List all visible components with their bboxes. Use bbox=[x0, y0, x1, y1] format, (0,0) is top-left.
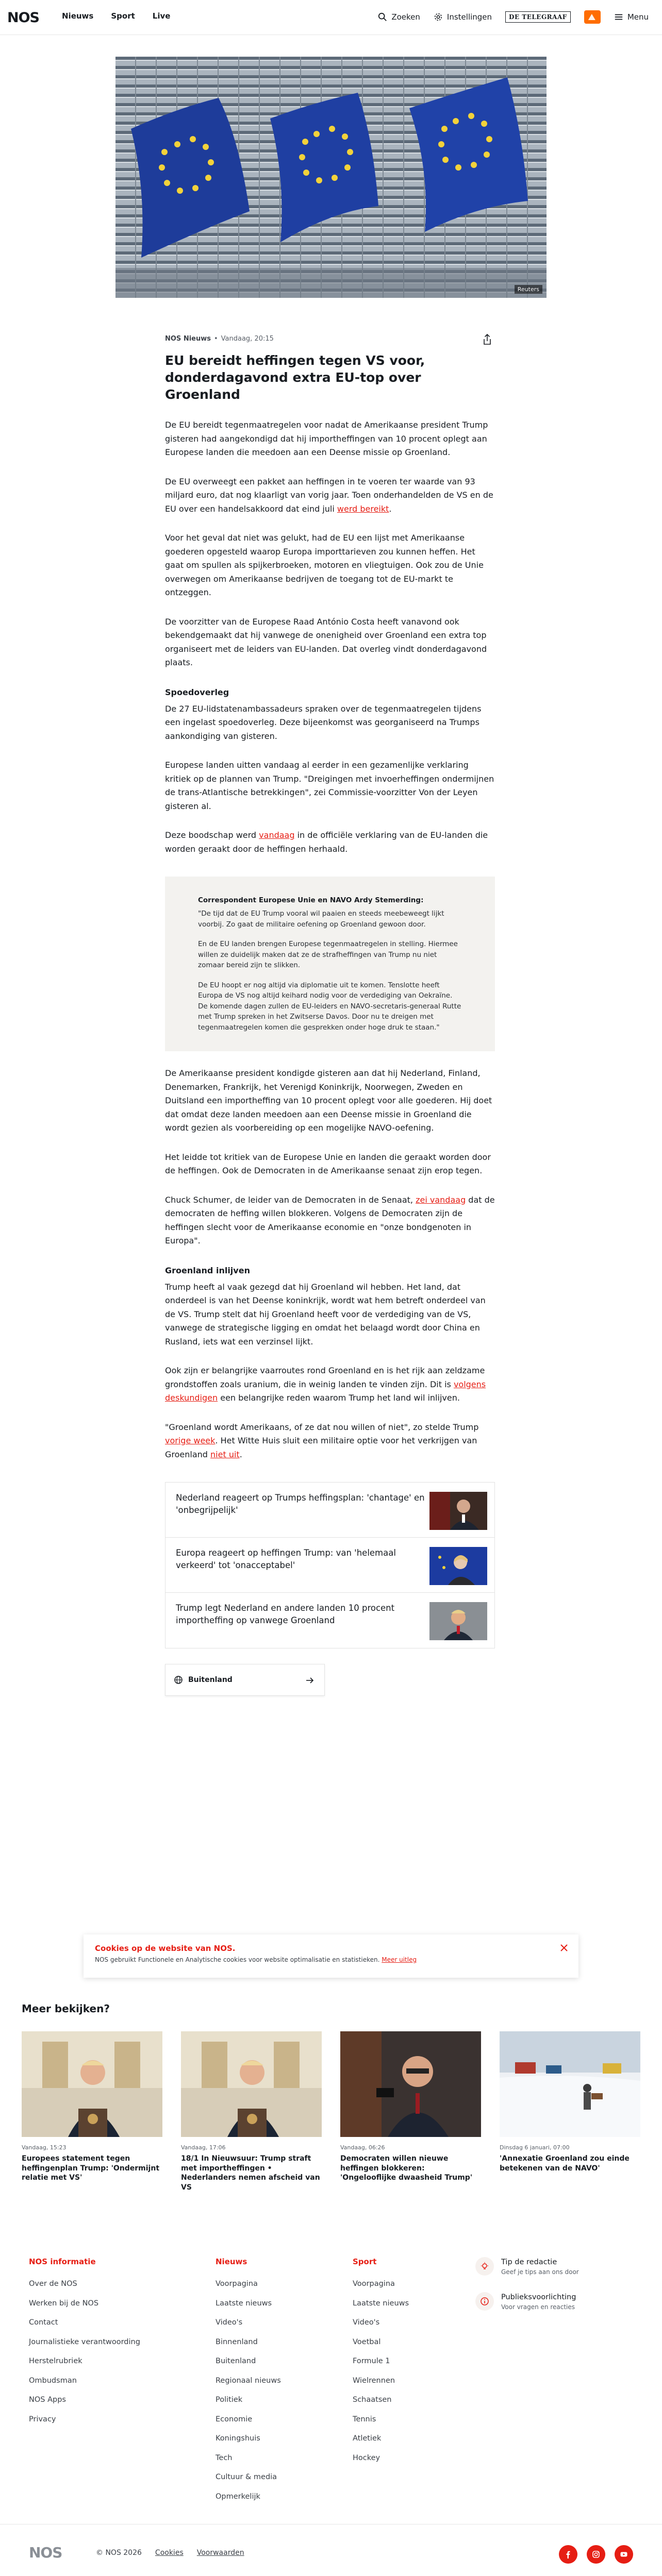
footer-link[interactable]: Voorpagina bbox=[216, 2280, 258, 2288]
nav-live[interactable]: Live bbox=[152, 11, 171, 21]
tip-title: Tip de redactie bbox=[501, 2258, 557, 2266]
nav-nieuws[interactable]: Nieuws bbox=[62, 11, 94, 21]
related-item[interactable] bbox=[166, 1593, 494, 1648]
card-date: Vandaag, 06:26 bbox=[340, 2144, 385, 2151]
footer-link[interactable]: Schaatsen bbox=[353, 2396, 392, 2404]
footer-col-nieuws bbox=[216, 2257, 281, 2506]
footer-logo[interactable]: NOS bbox=[29, 2544, 62, 2561]
paragraph: Het leidde tot kritiek van de Europese Unie en landen die geraakt worden door de heffingen. Ook de Democraten in de Amerikaanse senaat zijn erop tegen. bbox=[165, 1152, 491, 1175]
paragraph: De Amerikaanse president kondigde gisteren aan dat hij Nederland, Finland, Denemarken, Frankrijk, het Verenigd Koninkrijk, Noorwegen, Zweden en Duitsland een importheffing van 10 procent oplegt voor alle goederen. Hij doet dat omdat deze landen meedoen aan een Deense missie in Groenland die wordt gezien als voorbereiding op een mogelijke NAVO-oefening. bbox=[165, 1068, 492, 1133]
correspondent-quote bbox=[165, 877, 495, 1051]
tag-buitenland[interactable] bbox=[165, 1664, 325, 1696]
more-card[interactable] bbox=[340, 2031, 481, 2192]
cookie-text: NOS gebruikt Functionele en Analytische cookies voor website optimalisatie en statistieken. Meer uitleg bbox=[95, 1956, 417, 1963]
footer-link[interactable]: Economie bbox=[216, 2415, 253, 2423]
info-icon bbox=[475, 2292, 494, 2311]
related-thumbnail bbox=[429, 1492, 487, 1530]
footer-link[interactable]: Voetbal bbox=[353, 2337, 381, 2346]
footer-link[interactable]: Over de NOS bbox=[29, 2280, 77, 2288]
paragraph: Deze boodschap werd vandaag in de officiële verklaring van de EU-landen die worden geraakt door de heffingen herhaald. bbox=[165, 830, 488, 854]
info-title: Publieksvoorlichting bbox=[501, 2293, 576, 2301]
more-cards bbox=[22, 2031, 640, 2192]
footer-link[interactable]: Video's bbox=[353, 2318, 380, 2327]
more-card[interactable] bbox=[500, 2031, 640, 2192]
logo-text: NOS bbox=[7, 9, 39, 26]
link-vorige-week[interactable]: vorige week bbox=[165, 1436, 216, 1445]
footer-heading: Sport bbox=[353, 2257, 377, 2266]
footer-link[interactable]: NOS Apps bbox=[29, 2396, 66, 2404]
link-niet-uit[interactable]: niet uit bbox=[210, 1449, 240, 1459]
footer-link[interactable]: Laatste nieuws bbox=[216, 2299, 272, 2308]
legal-links bbox=[96, 2549, 244, 2557]
footer-heading: Nieuws bbox=[216, 2257, 247, 2266]
subheading-spoedoverleg: Spoedoverleg bbox=[165, 687, 229, 697]
publieksvoorlichting[interactable] bbox=[475, 2292, 576, 2311]
more-card[interactable] bbox=[22, 2031, 162, 2192]
share-icon[interactable] bbox=[479, 332, 495, 347]
nos-logo[interactable] bbox=[7, 10, 39, 25]
footer-link[interactable]: Tech bbox=[216, 2453, 233, 2462]
card-image bbox=[340, 2031, 481, 2137]
nav-sport[interactable]: Sport bbox=[111, 11, 135, 21]
related-thumbnail bbox=[429, 1547, 487, 1585]
link-zei-vandaag[interactable]: zei vandaag bbox=[416, 1194, 466, 1205]
partner-logo[interactable]: DE TELEGRAAF bbox=[505, 11, 571, 23]
footer-link[interactable]: Werken bij de NOS bbox=[29, 2299, 99, 2308]
card-image bbox=[22, 2031, 162, 2137]
settings-label: Instellingen bbox=[446, 12, 492, 22]
footer-link[interactable]: Opmerkelijk bbox=[216, 2492, 260, 2501]
card-title: 18/1 In Nieuwsuur: Trump straft met importheffingen • Nederlanders nemen afscheid van VS bbox=[181, 2154, 320, 2192]
gear-icon bbox=[434, 12, 443, 22]
copyright: © NOS 2026 bbox=[96, 2549, 142, 2557]
social-links bbox=[559, 2545, 633, 2564]
related-item[interactable] bbox=[166, 1483, 494, 1538]
paragraph: Europese landen uitten vandaag al eerder in een gezamenlijke verklaring kritiek op de plannen van Trump. "Dreigingen met invoerheffingen ondermijnen de trans-Atlantische betrekkingen", zei Commissie-voorzitter Von der Leyen gisteren al. bbox=[165, 760, 494, 811]
card-title: 'Annexatie Groenland zou einde betekenen van de NAVO' bbox=[500, 2154, 630, 2173]
footer-link[interactable]: Cultuur & media bbox=[216, 2473, 277, 2481]
eu-flags-image bbox=[115, 57, 547, 298]
related-title: Nederland reageert op Trumps heffingsplan: 'chantage' en 'onbegrijpelijk' bbox=[176, 1493, 425, 1515]
footer-link[interactable]: Tennis bbox=[353, 2415, 376, 2423]
cookies-link[interactable]: Cookies bbox=[155, 2549, 184, 2557]
footer-link[interactable]: Koningshuis bbox=[216, 2434, 260, 2443]
link-volgens-deskundigen[interactable]: volgens deskundigen bbox=[165, 1379, 486, 1403]
settings-button[interactable] bbox=[434, 12, 492, 22]
hero-image bbox=[115, 57, 547, 298]
card-image bbox=[181, 2031, 322, 2137]
card-image bbox=[500, 2031, 640, 2137]
footer-link[interactable]: Wielrennen bbox=[353, 2376, 395, 2385]
cookie-title: Cookies op de website van NOS. bbox=[95, 1944, 236, 1953]
footer-link[interactable]: Ombudsman bbox=[29, 2376, 77, 2385]
terms-link[interactable]: Voorwaarden bbox=[196, 2549, 244, 2557]
related-title: Europa reageert op heffingen Trump: van 'helemaal verkeerd' tot 'onacceptabel' bbox=[176, 1548, 396, 1570]
footer-col-sport bbox=[353, 2257, 409, 2468]
paragraph: Voor het geval dat niet was gelukt, had de EU een lijst met Amerikaanse goederen opgesteld waarop Europa importtarieven zou kunnen heffen. Het gaat om spullen als spijkerbroeken, motoren en vliegtuigen. Ook zou de Unie overwegen om Amerikaanse bedrijven de toegang tot de EU-markt te ontzeggen. bbox=[165, 533, 484, 597]
paragraph: "Groenland wordt Amerikaans, of ze dat nou willen of niet", zo stelde Trump vorige week. Het Witte Huis sluit een militaire optie voor het verkrijgen van Groenland niet uit. bbox=[165, 1422, 479, 1459]
bottom-bar bbox=[0, 2524, 662, 2576]
footer-link[interactable]: Video's bbox=[216, 2318, 243, 2327]
card-date: Vandaag, 15:23 bbox=[22, 2144, 67, 2151]
instagram-icon[interactable] bbox=[587, 2545, 605, 2564]
search-icon bbox=[378, 12, 387, 22]
cookie-banner bbox=[84, 1934, 578, 1978]
footer-link[interactable]: Contact bbox=[29, 2318, 58, 2327]
tip-redactie[interactable] bbox=[475, 2257, 579, 2276]
article-date: Vandaag, 20:15 bbox=[221, 335, 274, 343]
hamburger-icon bbox=[614, 12, 623, 22]
paragraph: De voorzitter van de Europese Raad António Costa heeft vanavond ook bekendgemaakt dat hij vanwege de onenigheid over Groenland een extra top organiseert met de leiders van EU-landen. Dat overleg vindt donderdagavond plaats. bbox=[165, 616, 487, 667]
quote-paragraph: En de EU landen brengen Europese tegenmaatregelen in stelling. Hiermee willen ze duidelijk maken dat ze de strafheffingen van Trump nu niet zomaar bereid zijn te slikken. bbox=[198, 940, 458, 969]
facebook-icon[interactable] bbox=[559, 2545, 577, 2564]
cookie-more-link[interactable]: Meer uitleg bbox=[382, 1956, 417, 1963]
related-articles bbox=[165, 1482, 495, 1648]
footer-link[interactable]: Journalistieke verantwoording bbox=[29, 2337, 140, 2346]
npo-logo[interactable] bbox=[584, 10, 601, 24]
footer-link[interactable]: Voorpagina bbox=[353, 2280, 395, 2288]
photo-credit: Reuters bbox=[515, 285, 542, 294]
article-title: EU bereidt heffingen tegen VS voor, donderdagavond extra EU-top over Groenland bbox=[165, 353, 425, 402]
related-title: Trump legt Nederland en andere landen 10 procent importheffing op vanwege Groenland bbox=[176, 1603, 395, 1625]
footer-heading: NOS informatie bbox=[29, 2257, 96, 2266]
quote-paragraph: De EU hoopt er nog altijd via diplomatie uit te komen. Tenslotte heeft Europa de VS nog altijd keihard nodig voor de verdediging van Oekraïne. De komende dagen zullen de EU-leiders en NAVO-secretaris-generaal Rutte met Trump spreken in het Zwitserse Davos. Door nu te dreigen met tegenmaatregelen komen die gesprekken onder hoge druk te staan." bbox=[198, 981, 461, 1032]
subheading-groenland: Groenland inlijven bbox=[165, 1265, 250, 1275]
link-werd-bereikt[interactable]: werd bereikt bbox=[337, 503, 389, 514]
lightbulb-icon bbox=[475, 2257, 494, 2276]
more-heading: Meer bekijken? bbox=[22, 2002, 110, 2015]
footer-link[interactable]: Formule 1 bbox=[353, 2357, 390, 2365]
quote-paragraph: "De tijd dat de EU Trump vooral wil paaien en steeds meebeweegt lijkt voorbij. Zo gaat de militaire oefening op Groenland gewoon door. bbox=[198, 910, 444, 929]
article-meta bbox=[165, 335, 495, 343]
footer-link[interactable]: Laatste nieuws bbox=[353, 2299, 409, 2308]
footer-link[interactable]: Herstelrubriek bbox=[29, 2357, 82, 2365]
search-label: Zoeken bbox=[391, 12, 420, 22]
card-title: Democraten willen nieuwe heffingen blokkeren: 'Ongelooflijke dwaasheid Trump' bbox=[340, 2154, 473, 2182]
footer-col-info bbox=[29, 2257, 140, 2429]
tip-subtitle: Geef je tips aan ons door bbox=[501, 2268, 579, 2276]
paragraph: De EU bereidt tegenmaatregelen voor nadat de Amerikaanse president Trump gisteren had aangekondigd dat hij importheffingen van 10 procent oplegt aan Europese landen die meedoen aan een Deense missie op Groenland. bbox=[165, 420, 488, 457]
paragraph: Trump heeft al vaak gezegd dat hij Groenland wil hebben. Het land, dat onderdeel is van het Deense koninkrijk, wordt wat hem betreft onderdeel van de VS. Trump stelt dat hij Groenland heeft voor de verdediging van de VS, vanwege de strategische ligging en omdat het belaagd wordt door China en Rusland, iets wat een verzinsel lijkt. bbox=[165, 1282, 486, 1346]
card-date: Dinsdag 6 januari, 07:00 bbox=[500, 2144, 570, 2151]
footer-link[interactable]: Atletiek bbox=[353, 2434, 382, 2443]
menu-button[interactable] bbox=[614, 12, 649, 22]
article-source: NOS Nieuws bbox=[165, 335, 211, 343]
tag-label: Buitenland bbox=[188, 1676, 233, 1684]
related-thumbnail bbox=[429, 1602, 487, 1640]
quote-heading: Correspondent Europese Unie en NAVO Ardy Stemerding: bbox=[198, 896, 424, 904]
article bbox=[165, 335, 495, 1696]
right-nav bbox=[378, 10, 649, 24]
globe-icon bbox=[174, 1675, 183, 1685]
main-nav bbox=[62, 11, 170, 21]
card-title: Europees statement tegen heffingenplan Trump: 'Ondermijnt relatie met VS' bbox=[22, 2154, 160, 2182]
paragraph: Ook zijn er belangrijke vaarroutes rond Groenland en is het rijk aan zeldzame grondstoffen zoals uranium, die in weinig landen te vinden zijn. Dit is volgens deskundigen een belangrijke reden waarom Trump het land wil inlijven. bbox=[165, 1366, 486, 1403]
footer-link[interactable]: Binnenland bbox=[216, 2337, 258, 2346]
footer-link[interactable]: Buitenland bbox=[216, 2357, 256, 2365]
arrow-right-icon bbox=[305, 1675, 315, 1686]
paragraph: Chuck Schumer, de leider van de Democraten in de Senaat, zei vandaag dat de democraten de heffing willen blokkeren. Volgens de Democraten zijn de heffingen slecht voor de Amerikaanse economie en "onze bondgenoten in Europa". bbox=[165, 1194, 495, 1245]
related-item[interactable] bbox=[166, 1538, 494, 1593]
footer-link[interactable]: Regionaal nieuws bbox=[216, 2376, 281, 2385]
menu-label: Menu bbox=[627, 12, 649, 22]
youtube-icon[interactable] bbox=[615, 2545, 633, 2564]
paragraph: De 27 EU-lidstatenambassadeurs spraken over de tegenmaatregelen tijdens een ingelast spoedoverleg. Deze bijeenkomst was georganiseerd na Trumps aankondiging van gisteren. bbox=[165, 703, 482, 741]
info-subtitle: Voor vragen en reacties bbox=[501, 2303, 575, 2311]
footer-link[interactable]: Politiek bbox=[216, 2396, 243, 2404]
link-vandaag[interactable]: vandaag bbox=[259, 830, 295, 840]
card-date: Vandaag, 17:06 bbox=[181, 2144, 226, 2151]
more-card[interactable] bbox=[181, 2031, 322, 2192]
search-button[interactable] bbox=[378, 12, 420, 22]
footer-link[interactable]: Hockey bbox=[353, 2453, 380, 2462]
close-icon[interactable] bbox=[557, 1941, 571, 1955]
footer-link[interactable]: Privacy bbox=[29, 2415, 56, 2423]
meta-separator: • bbox=[213, 335, 218, 343]
top-bar bbox=[0, 0, 662, 35]
paragraph: De EU overweegt een pakket aan heffingen in te voeren ter waarde van 93 miljard euro, dat nog klaarligt van vorig jaar. Toen onderhandelden de VS en de EU over een handelsakkoord dat eind juli werd bereikt. bbox=[165, 476, 493, 514]
